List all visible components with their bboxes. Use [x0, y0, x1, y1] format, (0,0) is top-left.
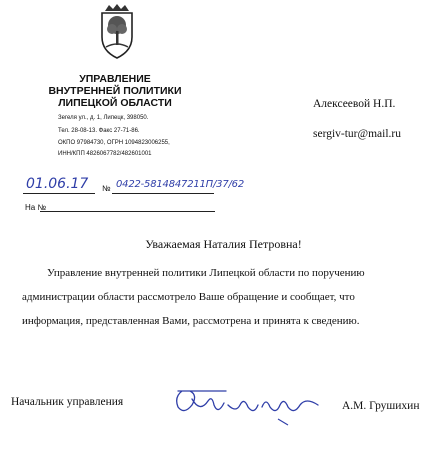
number-line	[112, 193, 214, 194]
reference-label: На №	[25, 203, 47, 212]
paragraph-line-1: Управление внутренней политики Липецкой области по поручению	[47, 267, 365, 279]
recipient-email: sergiv-tur@mail.ru	[313, 128, 401, 140]
signature-icon	[168, 383, 338, 431]
signatory-name: А.М. Грушихин	[342, 400, 420, 412]
org-inn: ИНН/КПП 4826067782/482601001	[58, 151, 152, 157]
org-phone: Тел. 28-08-13. Факс 27-71-86.	[58, 128, 140, 134]
handwritten-number: 0422-5814847211П/37/62	[116, 179, 244, 190]
signatory-position: Начальник управления	[11, 396, 124, 408]
paragraph-line-2: администрации области рассмотрело Ваше обращение и сообщает, что	[22, 291, 355, 303]
handwritten-date: 01.06.17	[26, 176, 89, 192]
org-line-2: ВНУТРЕННЕЙ ПОЛИТИКИ	[48, 85, 182, 97]
number-label: №	[102, 184, 111, 193]
paragraph-line-3: информация, представленная Вами, рассмотрена и принята к сведению.	[22, 315, 360, 327]
date-line	[23, 193, 95, 194]
org-line-3: ЛИПЕЦКОЙ ОБЛАСТИ	[58, 97, 172, 109]
coat-of-arms-icon	[97, 3, 137, 61]
org-line-1: УПРАВЛЕНИЕ	[79, 73, 151, 85]
salutation: Уважаемая Наталия Петровна!	[145, 237, 302, 251]
org-address: Зегеля ул., д. 1, Липецк, 398050.	[58, 115, 149, 121]
organization-name	[30, 73, 200, 109]
org-okpo: ОКПО 97984730, ОГРН 1094823006255,	[58, 140, 170, 146]
reference-line	[40, 211, 215, 212]
recipient-name: Алексеевой Н.П.	[313, 98, 396, 110]
